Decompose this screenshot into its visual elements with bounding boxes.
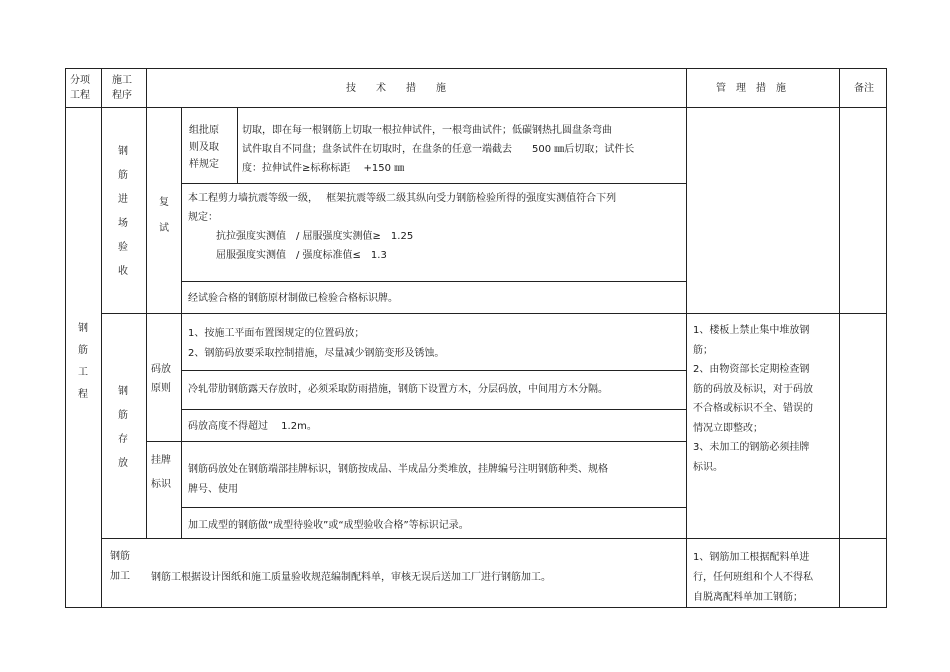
vertical-char: 验 [118,242,128,253]
storage-management-text: 1、楼板上禁止集中堆放钢 筋； 2、由物资部长定期检查钢 筋的码放及标识，对于码放 不合格或标识不全、错误的 情况立即整改； 3、未加工的钢筋必须挂牌 标识。 [693,325,813,473]
vertical-char: 试 [159,223,169,234]
vertical-char: 场 [118,218,128,229]
vertical-char: 工 [78,367,88,378]
header-col2-line1: 施工 [112,75,132,86]
vertical-char: 筋 [78,345,88,356]
principle-text: 1、按施工平面布置图规定的位置码放； 2、钢筋码放要采取控制措施，尽量减少钢筋变形及锈蚀。 [188,328,445,359]
section-entry-name [116,140,130,284]
section-entry-sub [157,190,171,242]
header-col1-line1: 分项 [70,75,90,86]
batch-text: 切取，即在每一根钢筋上切取一根拉伸试件，一根弯曲试件；低碳钢热扎圆盘条弯曲 试件取自不同盘；盘条试件在切取时，在盘条的任意一端截去 500 ㎜后切取；试件长 度：拉伸试件≥标称标距 +150 ㎜ [242,125,635,174]
header-management: 管 理 措 施 [716,83,786,94]
vertical-char: 钢 [78,323,88,334]
tag-label: 挂牌 标识 [151,455,171,490]
header-technical: 技 术 措 施 [346,83,446,94]
vertical-char: 钢 [118,386,128,397]
formed-text: 加工成型的钢筋做“成型待验收”或“成型验收合格”等标识记录。 [188,520,469,531]
processing-text: 钢筋工根据设计图纸和施工质量验收规范编制配料单，审核无误后送加工厂进行钢筋加工。 [151,572,551,583]
vertical-char: 筋 [118,410,128,421]
header-col2-line2: 程序 [112,90,132,101]
vertical-char: 进 [118,194,128,205]
section-processing-name: 钢筋 加工 [110,551,130,582]
cold-rolled-text: 冷轧带肋钢筋露天存放时，必须采取防雨措施，钢筋下设置方木，分层码放，中间用方木分隔。 [188,384,608,395]
vertical-char: 钢 [118,146,128,157]
tag-text: 钢筋码放处在钢筋端部挂牌标识，钢筋按成品、半成品分类堆放，挂牌编号注明钢筋种类、规格 牌号、使用 [188,464,608,495]
vertical-char: 收 [118,266,128,277]
vertical-char: 复 [159,197,169,208]
principle-label: 码放 原则 [151,364,171,394]
vertical-char: 放 [118,458,128,469]
qualified-text: 经试验合格的钢筋原材制做已检验合格标识牌。 [188,293,398,304]
header-remarks: 备注 [854,83,874,94]
processing-management-text: 1、钢筋加工根据配料单进 行，任何班组和个人不得私 自脱离配料单加工钢筋； [693,552,813,603]
header-col1-line2: 工程 [70,90,90,101]
project-name [75,318,91,406]
vertical-char: 筋 [118,170,128,181]
vertical-char: 存 [118,434,128,445]
section-storage-name [116,380,130,476]
height-text: 码放高度不得超过 1.2m。 [188,421,317,432]
batch-label: 组批原 则及取 样规定 [189,125,219,170]
vertical-char: 程 [78,389,88,400]
strength-text: 本工程剪力墙抗震等级一级， 框架抗震等级二级其纵向受力钢筋检验所得的强度实测值符合下列 规定： 抗拉强度实测值 / 屈服强度实测值≥ 1.25 屈服强度实测值 / 强度标准值≤ 1.3 [188,193,617,261]
